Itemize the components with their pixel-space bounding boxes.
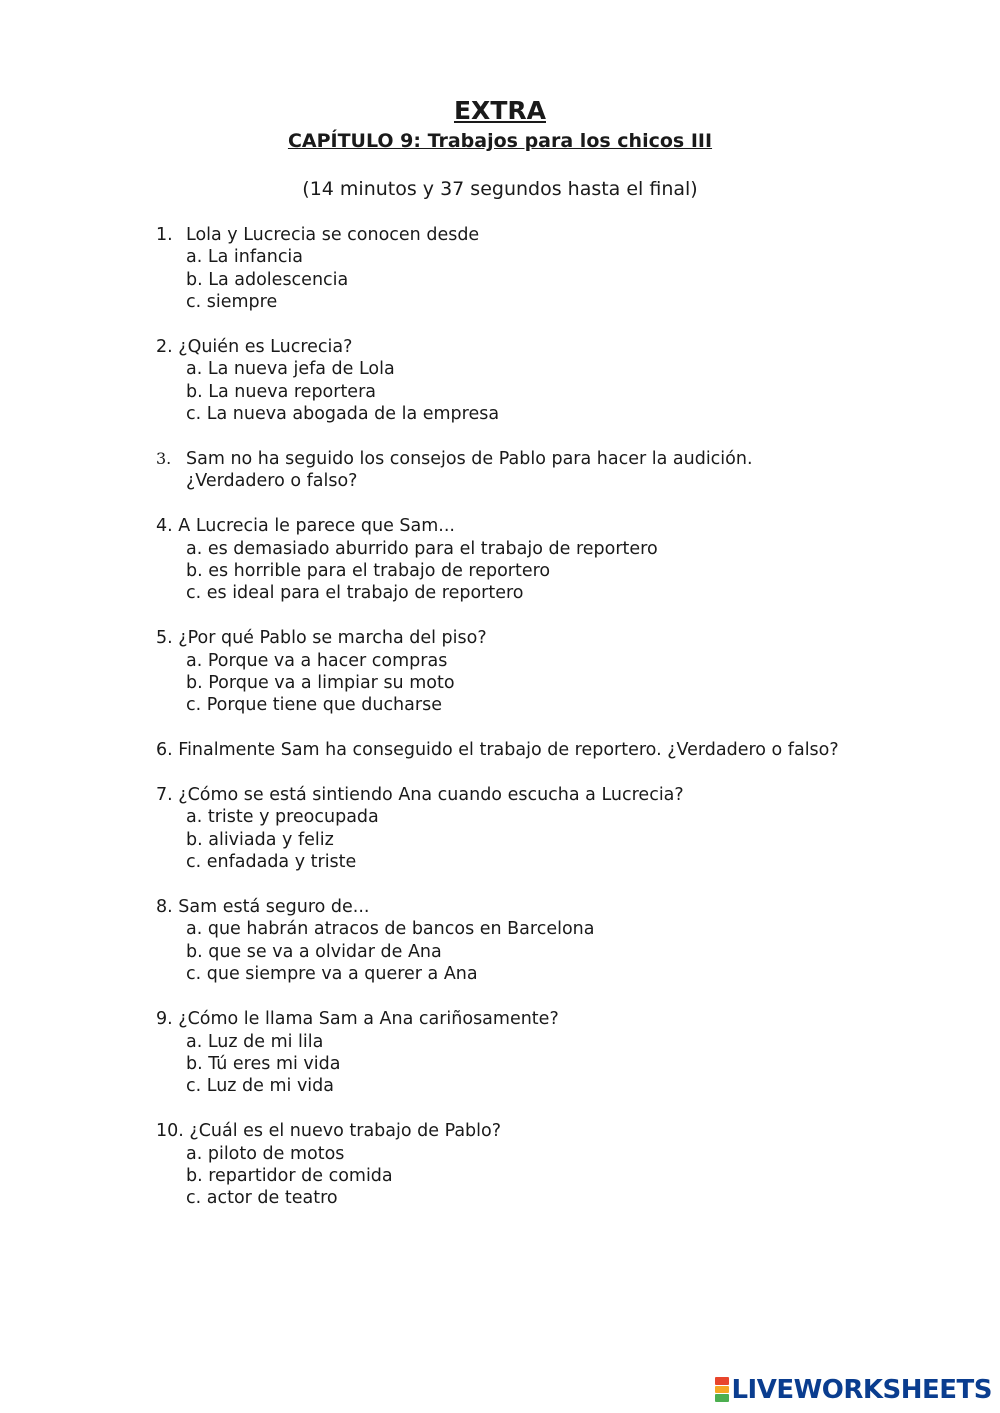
question-text bbox=[156, 448, 956, 470]
answer-option[interactable]: c. La nueva abogada de la empresa bbox=[186, 404, 500, 425]
question-text bbox=[156, 515, 956, 537]
answer-option[interactable]: b. Porque va a limpiar su moto bbox=[186, 673, 455, 694]
question-prompt: Sam está seguro de... bbox=[178, 897, 370, 918]
question-3 bbox=[156, 448, 956, 493]
logo-badge-bar bbox=[715, 1386, 729, 1394]
question-number: 6. bbox=[156, 740, 173, 761]
logo-badge-bar bbox=[715, 1394, 729, 1402]
answer-option[interactable]: a. triste y preocupada bbox=[186, 807, 379, 828]
question-list bbox=[156, 224, 956, 1232]
question-10 bbox=[156, 1120, 956, 1210]
answer-option[interactable]: a. Luz de mi lila bbox=[186, 1031, 324, 1052]
answer-option[interactable]: c. es ideal para el trabajo de reportero bbox=[186, 583, 524, 604]
answer-option[interactable]: a. piloto de motos bbox=[186, 1143, 345, 1164]
page-title: EXTRA bbox=[453, 96, 546, 125]
question-number: 7. bbox=[156, 785, 173, 806]
logo-badge-icon bbox=[715, 1377, 729, 1403]
answer-option[interactable]: b. repartidor de comida bbox=[186, 1165, 393, 1186]
question-prompt: ¿Cómo se está sintiendo Ana cuando escucha a Lucrecia? bbox=[178, 785, 684, 806]
question-prompt: A Lucrecia le parece que Sam... bbox=[178, 516, 455, 537]
question-text bbox=[156, 1120, 956, 1142]
question-number: 3. bbox=[156, 449, 172, 469]
question-number: 9. bbox=[156, 1009, 173, 1030]
question-7 bbox=[156, 784, 956, 874]
question-number: 2. bbox=[156, 337, 173, 358]
chapter-subtitle: CAPÍTULO 9: Trabajos para los chicos III bbox=[287, 130, 713, 152]
question-text bbox=[156, 627, 956, 649]
question-prompt: Lola y Lucrecia se conocen desde bbox=[186, 225, 480, 245]
time-remaining: (14 minutos y 37 segundos hasta el final) bbox=[302, 178, 698, 200]
question-8 bbox=[156, 896, 956, 986]
question-number: 8. bbox=[156, 897, 173, 918]
answer-option[interactable]: c. siempre bbox=[186, 292, 278, 313]
question-6 bbox=[156, 739, 956, 761]
logo-badge-bar bbox=[715, 1377, 729, 1385]
question-text bbox=[156, 336, 956, 358]
answer-option[interactable]: c. que siempre va a querer a Ana bbox=[186, 964, 478, 985]
answer-option[interactable]: a. que habrán atracos de bancos en Barcelona bbox=[186, 919, 595, 940]
question-text[interactable] bbox=[156, 739, 956, 761]
question-text bbox=[156, 1008, 956, 1030]
question-2 bbox=[156, 336, 956, 426]
answer-option[interactable]: a. Porque va a hacer compras bbox=[186, 650, 448, 671]
question-9 bbox=[156, 1008, 956, 1098]
answer-option[interactable]: b. aliviada y feliz bbox=[186, 829, 334, 850]
question-text bbox=[156, 224, 956, 246]
question-5 bbox=[156, 627, 956, 717]
answer-option[interactable]: b. es horrible para el trabajo de reportero bbox=[186, 561, 551, 582]
answer-option[interactable]: b. La adolescencia bbox=[186, 269, 349, 290]
question-number: 4. bbox=[156, 516, 173, 537]
question-number: 10. bbox=[156, 1121, 184, 1142]
answer-option[interactable]: b. La nueva reportera bbox=[186, 381, 376, 402]
liveworksheets-logo bbox=[715, 1373, 992, 1407]
answer-option[interactable]: a. es demasiado aburrido para el trabajo de reportero bbox=[186, 538, 658, 559]
true-false-prompt[interactable]: ¿Verdadero o falso? bbox=[186, 471, 358, 492]
question-number: 5. bbox=[156, 628, 173, 649]
question-4 bbox=[156, 515, 956, 605]
question-prompt: ¿Cómo le llama Sam a Ana cariñosamente? bbox=[178, 1009, 559, 1030]
question-prompt: Finalmente Sam ha conseguido el trabajo de reportero. ¿Verdadero o falso? bbox=[178, 740, 839, 761]
question-prompt: ¿Por qué Pablo se marcha del piso? bbox=[178, 628, 487, 649]
answer-option[interactable]: a. La nueva jefa de Lola bbox=[186, 359, 395, 380]
answer-option[interactable]: a. La infancia bbox=[186, 247, 304, 268]
question-prompt: ¿Cuál es el nuevo trabajo de Pablo? bbox=[189, 1121, 502, 1142]
question-text bbox=[156, 896, 956, 918]
answer-option[interactable]: b. que se va a olvidar de Ana bbox=[186, 941, 442, 962]
answer-option[interactable]: c. enfadada y triste bbox=[186, 852, 357, 873]
question-text bbox=[156, 784, 956, 806]
question-prompt: ¿Quién es Lucrecia? bbox=[178, 337, 353, 358]
question-number: 1. bbox=[156, 225, 173, 245]
answer-option[interactable]: c. Porque tiene que ducharse bbox=[186, 695, 442, 716]
question-prompt: Sam no ha seguido los consejos de Pablo para hacer la audición. bbox=[186, 449, 753, 470]
answer-option[interactable]: c. Luz de mi vida bbox=[186, 1076, 334, 1097]
question-1 bbox=[156, 224, 956, 314]
answer-option[interactable]: c. actor de teatro bbox=[186, 1188, 338, 1209]
answer-option[interactable]: b. Tú eres mi vida bbox=[186, 1053, 341, 1074]
logo-text: LIVEWORKSHEETS bbox=[731, 1375, 992, 1405]
